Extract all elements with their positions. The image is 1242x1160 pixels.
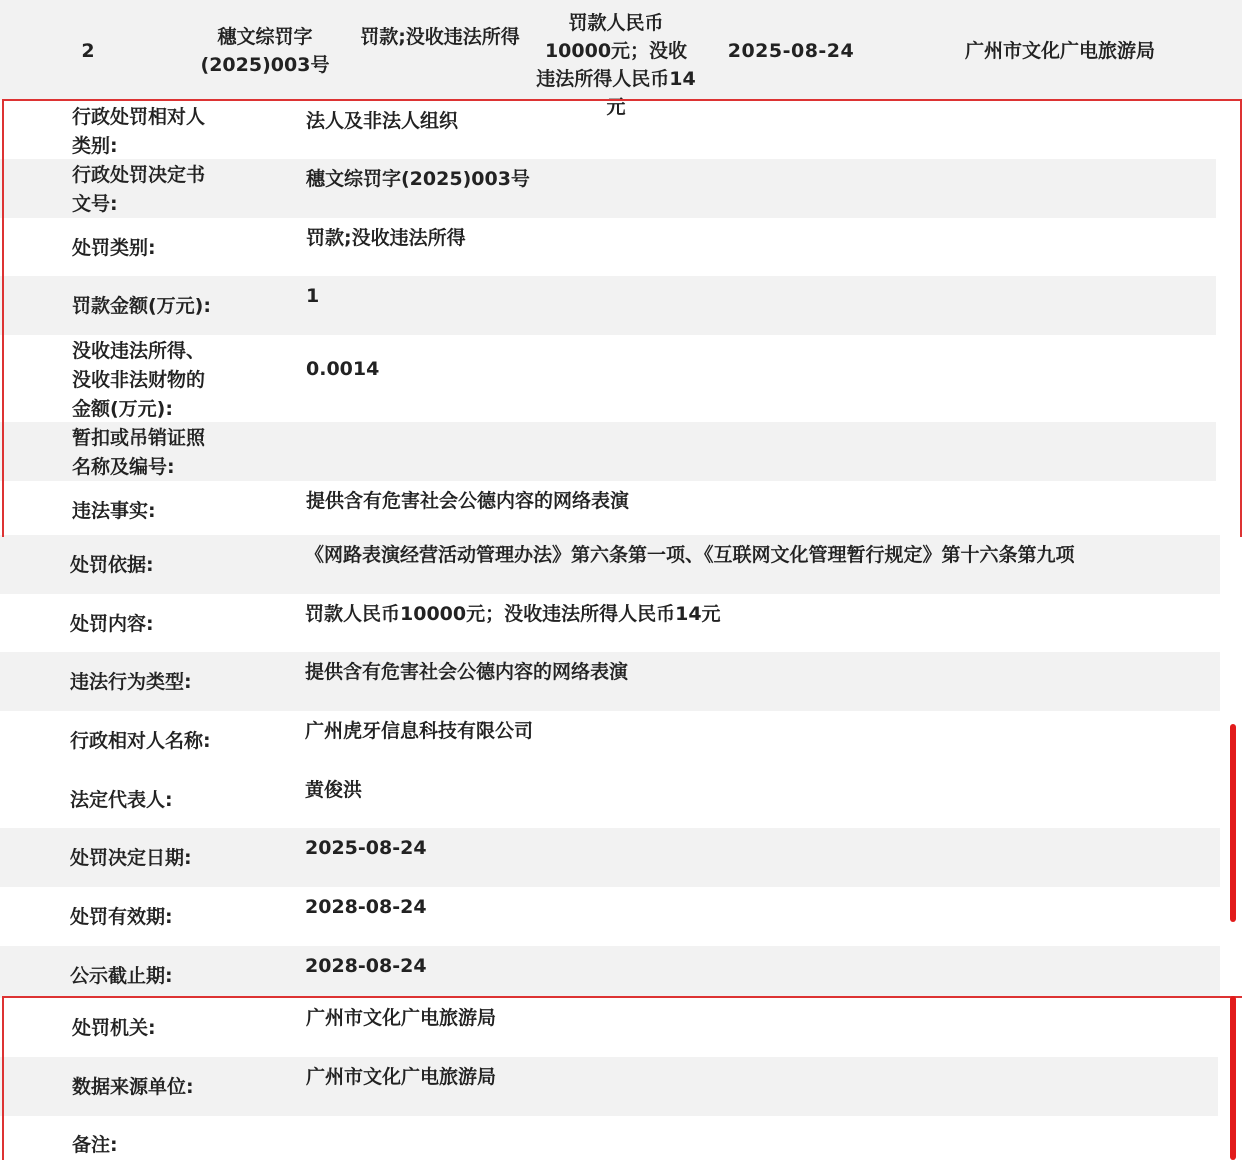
detail-value: 2028-08-24 xyxy=(305,896,427,918)
detail-label: 处罚机关: xyxy=(72,1017,156,1039)
detail-label: 行政相对人名称: xyxy=(70,730,211,752)
detail-value: 法人及非法人组织 xyxy=(306,110,459,132)
detail-label: 违法事实: xyxy=(72,500,156,522)
detail-value: 《网路表演经营活动管理办法》第六条第一项、《互联网文化管理暂行规定》第十六条第九项 xyxy=(305,544,1075,566)
detail-label: 法定代表人: xyxy=(70,789,173,811)
detail-label: 备注: xyxy=(72,1134,118,1156)
detail-row xyxy=(0,218,1216,277)
detail-row xyxy=(0,1115,1218,1160)
detail-row xyxy=(0,998,1218,1057)
summary-row[interactable] xyxy=(0,0,1242,118)
detail-label: 行政处罚相对人类别: xyxy=(72,106,206,157)
detail-value: 黄俊洪 xyxy=(305,779,363,801)
detail-row xyxy=(0,887,1220,946)
detail-value: 广州虎牙信息科技有限公司 xyxy=(305,720,534,742)
summary-agency: 广州市文化广电旅游局 xyxy=(964,40,1155,62)
summary-category: 罚款;没收违法所得 xyxy=(360,26,520,48)
summary-index: 2 xyxy=(81,40,95,62)
detail-value: 0.0014 xyxy=(306,358,380,380)
detail-label: 处罚类别: xyxy=(72,237,156,259)
detail-value: 提供含有危害社会公德内容的网络表演 xyxy=(305,661,629,683)
detail-row xyxy=(0,594,1220,653)
scrollbar-thumb[interactable] xyxy=(1230,724,1236,922)
detail-row xyxy=(0,481,1216,540)
detail-row xyxy=(0,335,1216,422)
detail-value: 1 xyxy=(306,285,320,307)
detail-value: 广州市文化广电旅游局 xyxy=(306,1066,497,1088)
detail-row xyxy=(0,422,1216,481)
detail-label: 违法行为类型: xyxy=(70,671,192,693)
scrollbar-thumb-lower[interactable] xyxy=(1230,996,1236,1160)
detail-label: 行政处罚决定书文号: xyxy=(72,164,206,215)
detail-value: 罚款人民币10000元；没收违法所得人民币14元 xyxy=(305,603,721,625)
detail-value: 2025-08-24 xyxy=(305,837,427,859)
detail-label: 处罚内容: xyxy=(70,613,154,635)
detail-value: 穗文综罚字(2025)003号 xyxy=(306,168,530,190)
detail-row xyxy=(0,276,1216,335)
detail-label: 处罚有效期: xyxy=(70,906,173,928)
detail-label: 暂扣或吊销证照名称及编号: xyxy=(72,427,206,478)
detail-row xyxy=(0,652,1220,711)
detail-label: 罚款金额(万元): xyxy=(72,295,211,317)
detail-row xyxy=(0,159,1216,218)
detail-label: 数据来源单位: xyxy=(72,1076,194,1098)
detail-label: 处罚决定日期: xyxy=(70,847,192,869)
summary-doc-no: 穗文综罚字(2025)003号 xyxy=(200,26,330,76)
detail-row xyxy=(0,828,1220,887)
detail-row xyxy=(0,711,1220,770)
detail-row xyxy=(0,770,1220,829)
detail-value: 2028-08-24 xyxy=(305,955,427,977)
summary-content: 罚款人民币10000元；没收违法所得人民币14元 xyxy=(536,12,696,118)
detail-label: 没收违法所得、没收非法财物的金额(万元): xyxy=(72,340,206,420)
summary-date: 2025-08-24 xyxy=(727,40,855,62)
detail-label: 处罚依据: xyxy=(70,554,154,576)
detail-value: 提供含有危害社会公德内容的网络表演 xyxy=(306,490,630,512)
detail-row xyxy=(0,101,1216,160)
detail-label: 公示截止期: xyxy=(70,965,173,987)
detail-row xyxy=(0,1057,1218,1116)
detail-value: 广州市文化广电旅游局 xyxy=(306,1007,497,1029)
detail-value: 罚款;没收违法所得 xyxy=(306,227,466,249)
detail-row xyxy=(0,535,1220,594)
detail-row xyxy=(0,946,1220,998)
